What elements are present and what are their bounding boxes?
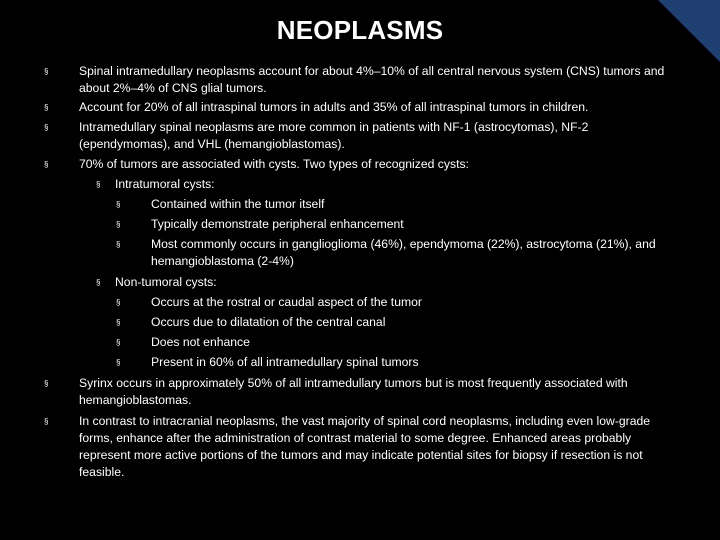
bullet-item-level-0: 70% of tumors are associated with cysts. Two types of recognized cysts:: [79, 157, 469, 171]
bullet-icon: §: [116, 200, 121, 209]
bullet-item-level-2: Most commonly occurs in ganglioglioma (46%), ependymoma (22%), astrocytoma (21%), and hemangioblastoma (2-4%): [151, 237, 656, 268]
bullet-icon: §: [44, 103, 49, 112]
bullet-icon: §: [116, 318, 121, 327]
bullet-item-level-1: Non-tumoral cysts:: [115, 275, 217, 289]
bullet-item-level-0: Spinal intramedullary neoplasms account for about 4%–10% of all central nervous system (CNS) tumors and about 2%–4% of CNS glial tumors.: [79, 64, 665, 95]
bullet-icon: §: [44, 417, 49, 426]
bullet-icon: §: [44, 160, 49, 169]
bullet-icon: §: [116, 240, 121, 249]
bullet-item-level-2: Contained within the tumor itself: [151, 197, 325, 211]
bullet-icon: §: [96, 278, 101, 287]
bullet-icon: §: [116, 220, 121, 229]
bullet-icon: §: [116, 338, 121, 347]
bullet-item-level-2: Occurs at the rostral or caudal aspect of the tumor: [151, 295, 422, 309]
bullet-item-level-0: Syrinx occurs in approximately 50% of all intramedullary tumors but is most frequently associated with hemangioblastomas.: [79, 376, 628, 407]
bullet-item-level-2: Present in 60% of all intramedullary spinal tumors: [151, 355, 419, 369]
bullet-item-level-0: Intramedullary spinal neoplasms are more common in patients with NF-1 (astrocytomas), NF-2 (ependymomas), and VHL (hemangioblastomas).: [79, 120, 589, 151]
bullet-item-level-0: Account for 20% of all intraspinal tumors in adults and 35% of all intraspinal tumors in children.: [79, 100, 589, 114]
slide-title: NEOPLASMS: [276, 15, 444, 45]
bullet-icon: §: [96, 180, 101, 189]
bullet-item-level-0: In contrast to intracranial neoplasms, the vast majority of spinal cord neoplasms, including even low-grade forms, enhance after the administration of contrast material to some degree. Enhanced areas probably represent more active portions of the tumors and may indicate potential sites for biopsy if resection is not feasible.: [79, 414, 651, 479]
bullet-item-level-2: Does not enhance: [151, 335, 250, 349]
bullet-item-level-1: Intratumoral cysts:: [115, 177, 215, 191]
bullet-icon: §: [116, 298, 121, 307]
bullet-icon: §: [44, 67, 49, 76]
bullet-item-level-2: Occurs due to dilatation of the central canal: [151, 315, 386, 329]
bullet-icon: §: [44, 123, 49, 132]
bullet-icon: §: [116, 358, 121, 367]
bullet-item-level-2: Typically demonstrate peripheral enhancement: [151, 217, 404, 231]
bullet-icon: §: [44, 379, 49, 388]
